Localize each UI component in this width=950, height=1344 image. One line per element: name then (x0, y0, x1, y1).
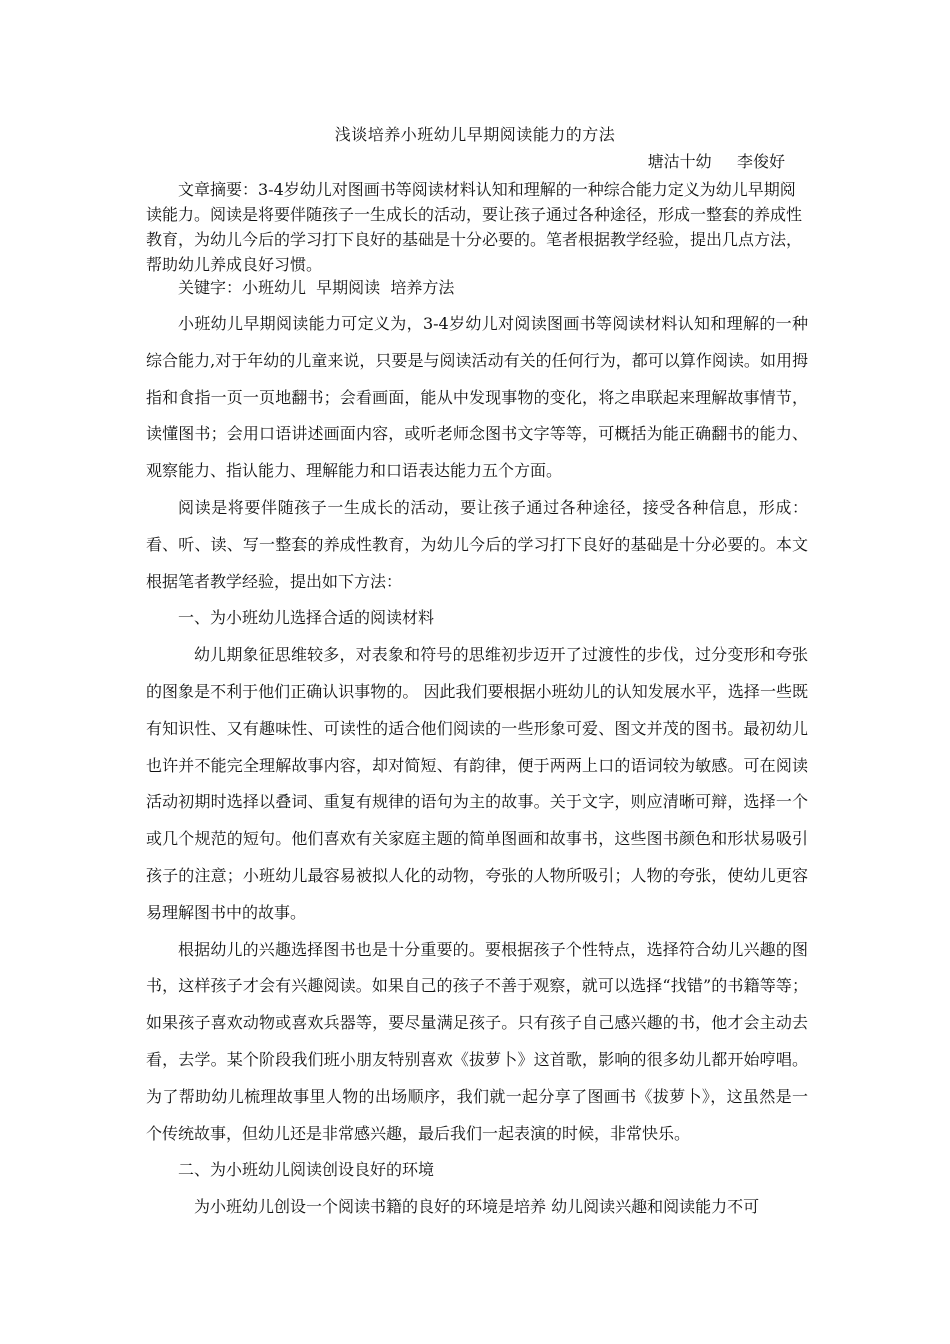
abstract-block (146, 177, 806, 277)
section-heading: 一、为小班幼儿选择合适的阅读材料 (178, 608, 435, 628)
document-title: 浅谈培养小班幼儿早期阅读能力的方法 (334, 125, 616, 144)
body-paragraph: 根据幼儿的兴趣选择图书也是十分重要的。要根据孩子个性特点，选择符合幼儿兴趣的图书，这样孩子才会有兴趣阅读。如果自己的孩子不善于观察，就可以选择“找错”的书籍等等；如果孩子喜欢动物或喜欢兵器等，要尽量满足孩子。只有孩子自己感兴趣的书，他才会主动去看，去学。某个阶段我们班小朋友特别喜欢《拔萝卜》这首歌，影响的很多幼儿都开始哼唱。为了帮助幼儿梳理故事里人物的出场顺序，我们就一起分享了图画书《拔萝卜》，这虽然是一个传统故事，但幼儿还是非常感兴趣，最后我们一起表演的时候，非常快乐。 (146, 939, 808, 1143)
keywords-line: 关键字：小班幼儿 早期阅读 培养方法 (178, 278, 455, 297)
document-author: 塘沽十幼 李俊好 (647, 152, 785, 171)
abstract-text: 文章摘要：3-4岁幼儿对图画书等阅读材料认知和理解的一种综合能力定义为幼儿早期阅读能力。阅读是将要伴随孩子一生成长的活动，要让孩子通过各种途径，形成一整套的养成性教育，为幼儿今后的学习打下良好的基础是十分必要的。笔者根据教学经验，提出几点方法，帮助幼儿养成良好习惯。 (146, 180, 803, 274)
section-heading: 二、为小班幼儿阅读创设良好的环境 (178, 1160, 435, 1180)
body-paragraph: 小班幼儿早期阅读能力可定义为，3-4岁幼儿对阅读图画书等阅读材料认知和理解的一种综合能力,对于年幼的儿童来说，只要是与阅读活动有关的任何行为，都可以算作阅读。如用拇指和食指一页一页地翻书；会看画面，能从中发现事物的变化，将之串联起来理解故事情节，读懂图书；会用口语讲述画面内容，或听老师念图书文字等等，可概括为能正确翻书的能力、观察能力、指认能力、理解能力和口语表达能力五个方面。 (146, 314, 808, 481)
body-paragraph: 幼儿期象征思维较多，对表象和符号的思维初步迈开了过渡性的步伐，过分变形和夸张的图象是不利于他们正确认识事物的。 因此我们要根据小班幼儿的认知发展水平，选择一些既有知识性、又有趣味性、可读性的适合他们阅读的一些形象可爱、图文并茂的图书。最初幼儿也许并不能完全理解故事内容，却对简短、有韵律，便于两两上口的语词较为敏感。可在阅读活动初期时选择以叠词、重复有规律的语句为主的故事。关于文字，则应清晰可辩，选择一个或几个规范的短句。他们喜欢有关家庭主题的简单图画和故事书，这些图书颜色和形状易吸引孩子的注意；小班幼儿最容易被拟人化的动物，夸张的人物所吸引；人物的夸张，使幼儿更容易理解图书中的故事。 (146, 645, 808, 922)
body-paragraph: 为小班幼儿创设一个阅读书籍的良好的环境是培养 幼儿阅读兴趣和阅读能力不可 (194, 1197, 760, 1217)
body-paragraph: 阅读是将要伴随孩子一生成长的活动，要让孩子通过各种途径，接受各种信息，形成：看、听、读、写一整套的养成性教育，为幼儿今后的学习打下良好的基础是十分必要的。本文根据笔者教学经验，提出如下方法： (146, 497, 808, 591)
document-body (146, 306, 808, 1226)
